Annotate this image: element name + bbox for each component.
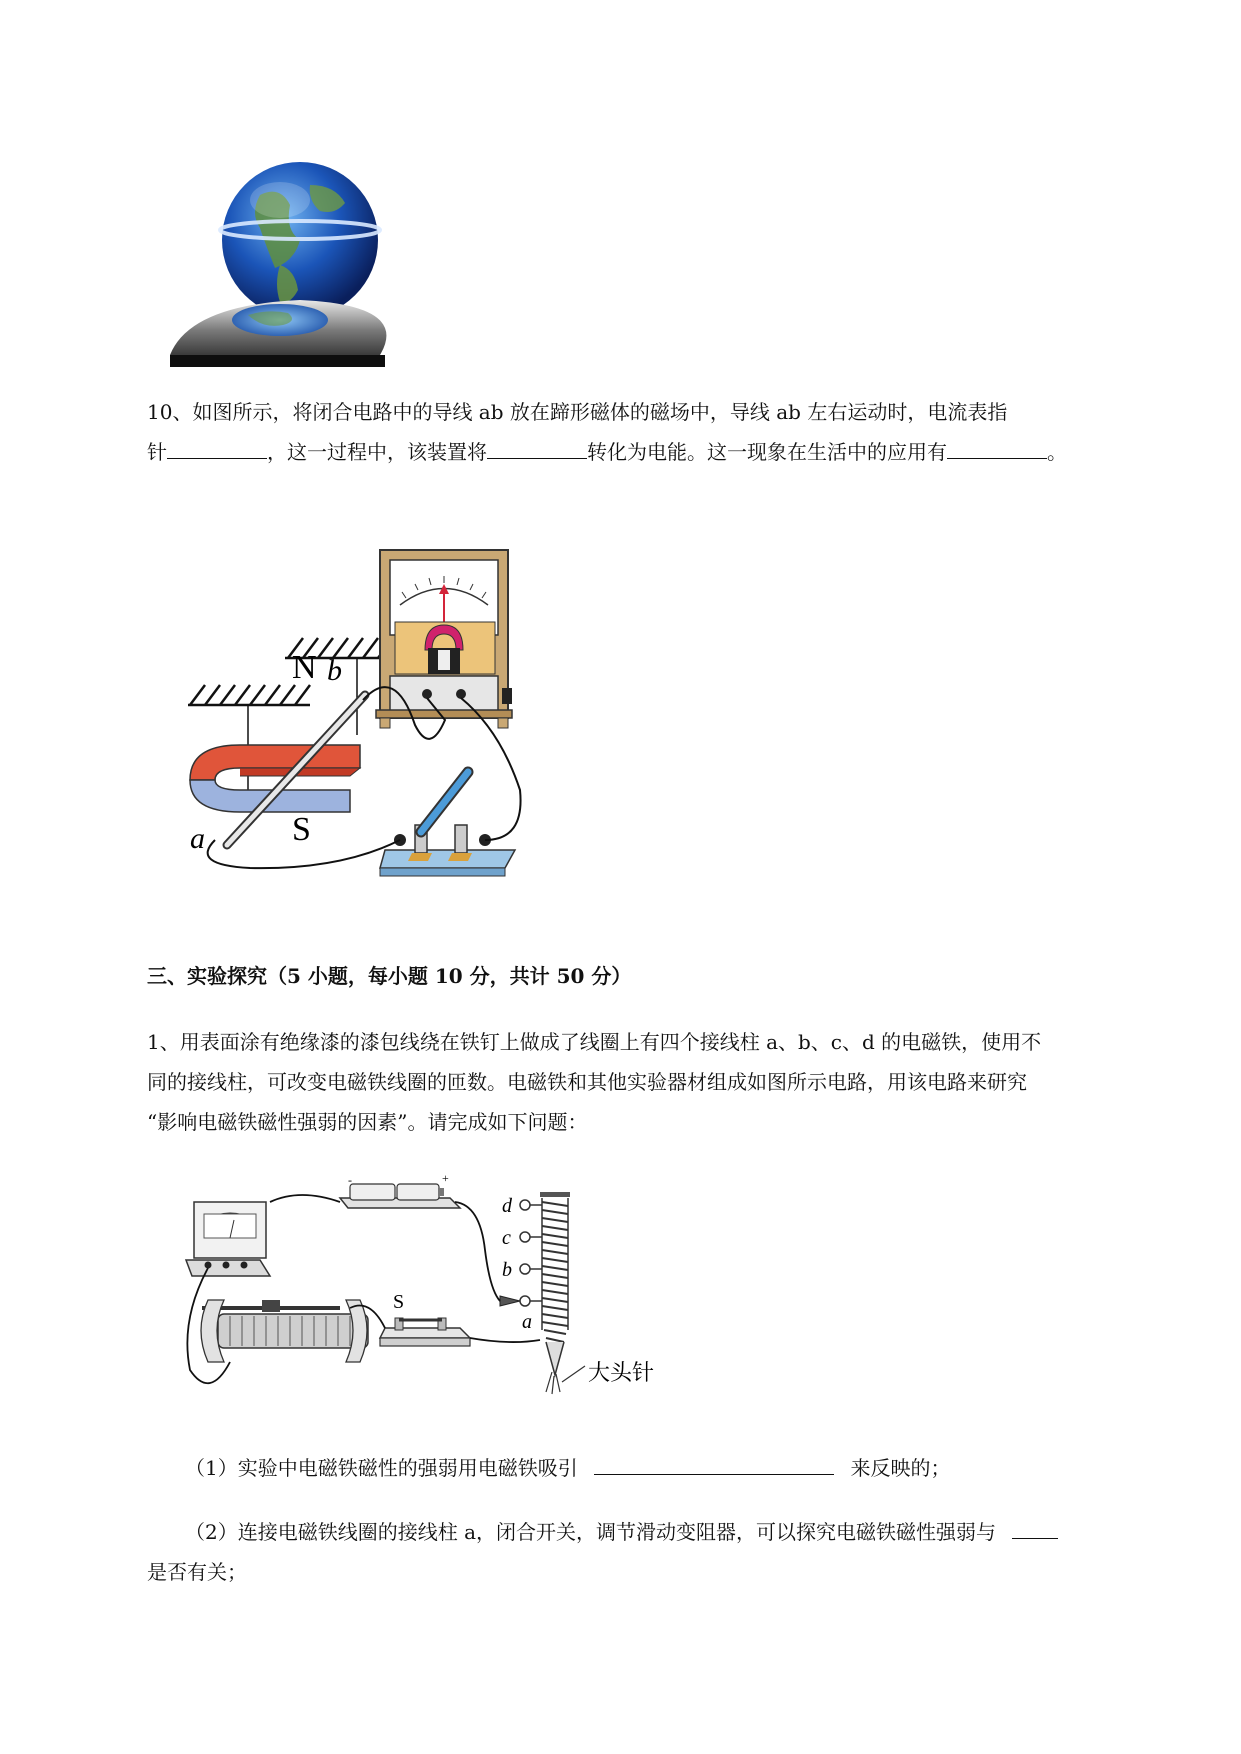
q1-line3: “影响电磁铁磁性强弱的因素”。请完成如下问题： bbox=[147, 1110, 588, 1134]
galvanometer bbox=[376, 550, 512, 728]
magnetic-base bbox=[170, 300, 386, 367]
q10-line2 bbox=[147, 432, 1067, 472]
ammeter bbox=[186, 1202, 270, 1276]
answer-blank-3[interactable] bbox=[947, 436, 1047, 459]
sliding-rheostat bbox=[201, 1300, 368, 1362]
battery-plus: + bbox=[442, 1171, 449, 1185]
levitating-globe-image bbox=[170, 155, 430, 410]
battery-minus: - bbox=[348, 1173, 352, 1187]
terminal-d-label: d bbox=[502, 1195, 512, 1217]
q1-sub1-after: 来反映的； bbox=[850, 1456, 951, 1480]
knife-switch bbox=[380, 772, 515, 876]
label-switch-S: S bbox=[393, 1291, 405, 1313]
answer-blank-1[interactable] bbox=[167, 436, 267, 459]
q1-sub2-before: （2）连接电磁铁线圈的接线柱 a，闭合开关，调节滑动变阻器，可以探究电磁铁磁性强弱与 bbox=[185, 1520, 997, 1544]
answer-blank-2[interactable] bbox=[487, 436, 587, 459]
label-pins: 大头针 bbox=[588, 1360, 655, 1385]
horseshoe-magnet bbox=[190, 745, 360, 812]
q10-line2-c: 转化为电能。这一现象在生活中的应用有 bbox=[587, 440, 947, 464]
section3-heading: 三、实验探究（5 小题，每小题 10 分，共计 50 分） bbox=[147, 964, 632, 988]
q10-line2-a: 针 bbox=[147, 440, 167, 464]
coil-terminals bbox=[502, 1195, 542, 1333]
alligator-clip bbox=[500, 1296, 520, 1306]
electromagnet bbox=[540, 1192, 570, 1394]
q1-line2: 同的接线柱，可改变电磁铁线圈的匝数。电磁铁和其他实验器材组成如图所示电路，用该电路来研究 bbox=[147, 1070, 1027, 1094]
q1-circuit-figure bbox=[180, 1171, 740, 1420]
q10-line1: 10、如图所示，将闭合电路中的导线 ab 放在蹄形磁体的磁场中，导线 ab 左右运动时，电流表指 bbox=[147, 400, 1008, 424]
globe-sphere bbox=[220, 162, 380, 318]
switch-S bbox=[380, 1291, 470, 1346]
answer-blank-4[interactable] bbox=[594, 1452, 834, 1475]
battery bbox=[340, 1171, 460, 1208]
label-a: a bbox=[190, 822, 205, 855]
label-S: S bbox=[292, 811, 311, 848]
q1-sub1-before: （1）实验中电磁铁磁性的强弱用电磁铁吸引 bbox=[185, 1456, 578, 1480]
q10-line2-d: 。 bbox=[1047, 440, 1067, 464]
terminal-b-label: b bbox=[502, 1259, 512, 1281]
terminal-a-label: a bbox=[522, 1311, 532, 1333]
terminal-c-label: c bbox=[502, 1227, 511, 1249]
q1-sub1 bbox=[185, 1448, 950, 1488]
answer-blank-5[interactable] bbox=[1012, 1516, 1058, 1539]
label-b: b bbox=[327, 654, 342, 687]
q1-sub2-line2: 是否有关； bbox=[147, 1560, 247, 1584]
q10-line2-b: ，这一过程中，该装置将 bbox=[267, 440, 487, 464]
q10-figure bbox=[180, 550, 600, 920]
q1-line1: 1、用表面涂有绝缘漆的漆包线绕在铁钉上做成了线圈上有四个接线柱 a、b、c、d 的电磁铁，使用不 bbox=[147, 1030, 1042, 1054]
ceiling-left bbox=[188, 685, 310, 705]
label-N: N bbox=[292, 649, 317, 686]
q1-sub2 bbox=[185, 1512, 1058, 1552]
